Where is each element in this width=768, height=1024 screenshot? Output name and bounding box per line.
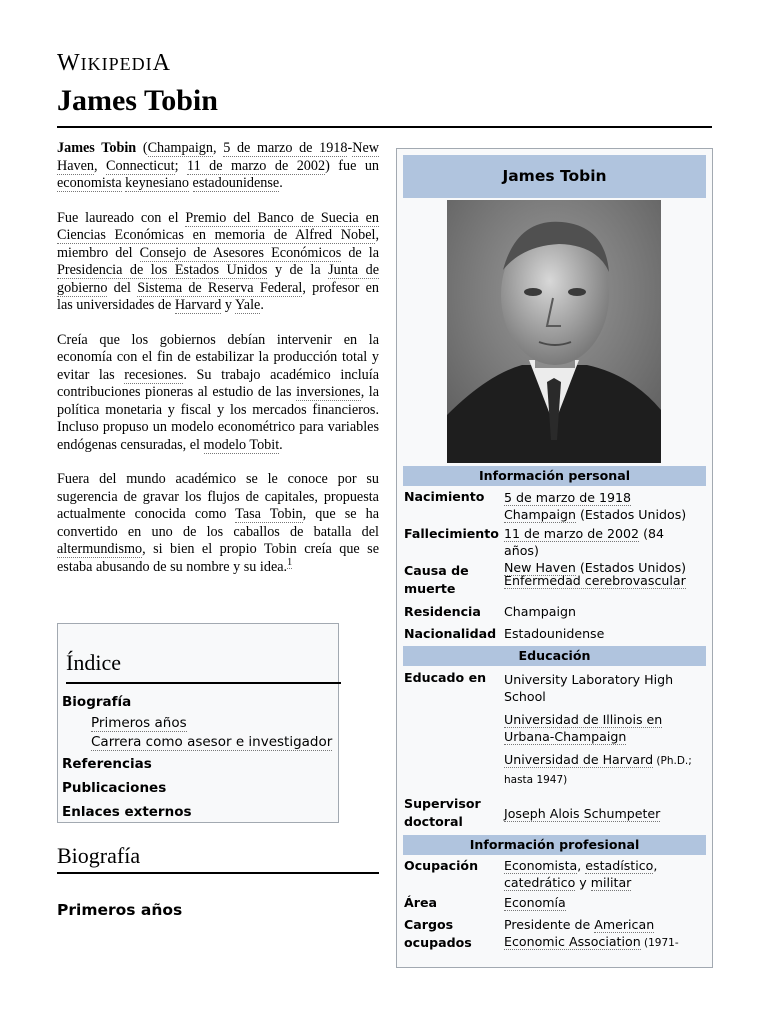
label-fallecimiento: Fallecimiento — [404, 526, 499, 541]
article-body — [57, 140, 379, 593]
section-professional-info: Información profesional — [403, 835, 706, 855]
wikipedia-logo[interactable]: WIKIPEDIA — [57, 50, 171, 76]
label-ocupacion: Ocupación — [404, 858, 479, 873]
link-reserva-federal[interactable]: Sistema de Reserva Federal — [137, 279, 303, 296]
value-supervisor — [504, 805, 702, 822]
link-consejo-asesores[interactable]: Consejo de Asesores Económicos — [139, 244, 342, 261]
link-catedratico[interactable]: catedrático — [504, 875, 576, 890]
link-birth-date[interactable]: 5 de marzo de 1918 — [223, 140, 348, 156]
section-personal-info: Información personal — [403, 466, 706, 486]
label-nacionalidad: Nacionalidad — [404, 626, 497, 641]
link-modelo-tobit[interactable]: modelo Tobit — [203, 436, 280, 453]
link-new-haven[interactable]: New Haven — [57, 140, 380, 174]
page-title: James Tobin — [57, 84, 218, 117]
toc-item-primeros-anos[interactable]: Primeros años — [91, 715, 187, 731]
value-edu-2 — [504, 711, 702, 745]
value-ocupacion: Economista, estadístico, catedrático y militar — [504, 858, 658, 890]
infobox — [396, 148, 713, 968]
toc-item-enlaces[interactable]: Enlaces externos — [62, 804, 192, 820]
value-edu-3: Universidad de Harvard (Ph.D.; hasta 1947) — [504, 752, 692, 786]
value-cargos: Presidente de American Economic Association (1971- — [504, 917, 679, 949]
label-supervisor: Supervisor doctoral — [404, 796, 481, 829]
toc-item-referencias[interactable]: Referencias — [62, 756, 152, 772]
toc-item-biografia[interactable]: Biografía — [62, 694, 132, 710]
section-divider — [57, 872, 379, 874]
link-schumpeter[interactable]: Joseph Alois Schumpeter — [504, 806, 661, 821]
subject-name: James Tobin — [57, 140, 137, 156]
label-area: Área — [404, 895, 437, 910]
label-causa-muerte: Causa de muerte — [404, 563, 469, 596]
ideas-paragraph: Creía que los gobiernos debían intervenir en la economía con el fin de estabilizar la producción total y evitar las recesiones. Su trabajo académico incluía contribuciones pioneras al estudio de las inversiones, la política monetaria y fiscal y los mercados financieros. Incluso propuso un modelo econométrico para variables endógenas censuradas, el modelo Tobit. — [57, 331, 379, 453]
link-univ-illinois[interactable]: Universidad de Illinois en Urbana-Champaign — [504, 712, 663, 744]
reference-1[interactable]: 1 — [287, 556, 293, 568]
link-tasa-tobin[interactable]: Tasa Tobin — [235, 506, 303, 522]
toc-item-publicaciones[interactable]: Publicaciones — [62, 780, 167, 796]
link-economista-infobox[interactable]: Economista — [504, 858, 578, 873]
link-univ-harvard[interactable]: Universidad de Harvard — [504, 752, 654, 767]
link-connecticut[interactable]: Connecticut — [106, 157, 175, 174]
toc-item-carrera[interactable]: Carrera como asesor e investigador — [91, 734, 333, 750]
tobin-tax-paragraph: Fuera del mundo académico se le conoce por su sugerencia de gravar los flujos de capitales, propuesta actualmente conocida como Tasa Tobin, que se ha convertido en uno de los caballos de batalla del altermundismo, si bien el propio Tobin creía que se estaba abusando de su nombre y su idea.$^1$ — [57, 471, 379, 575]
section-education: Educación — [403, 646, 706, 666]
link-estadounidense[interactable]: estadounidense — [192, 175, 280, 191]
link-aea[interactable]: American Economic Association — [504, 917, 655, 949]
value-residencia: Champaign — [504, 604, 576, 619]
subsection-heading-primeros-anos: Primeros años — [57, 901, 183, 919]
value-causa-muerte — [504, 572, 702, 589]
label-nacimiento: Nacimiento — [404, 489, 485, 504]
value-edu-1: University Laboratory High School — [504, 672, 674, 704]
section-heading-biografia: Biografía — [57, 843, 141, 868]
intro-paragraph: James Tobin (Champaign, 5 de marzo de 1918-New Haven, Connecticut; 11 de marzo de 2002) fue un economista keynesiano estadounidense. — [57, 140, 380, 191]
toc-title: Índice — [66, 650, 121, 675]
link-champaign[interactable]: Champaign — [147, 140, 213, 156]
value-nacionalidad: Estadounidense — [504, 626, 605, 641]
link-recesiones[interactable]: recesiones — [124, 366, 184, 383]
link-keynesiano[interactable]: keynesiano — [125, 175, 189, 191]
link-altermundismo[interactable]: altermundismo — [57, 541, 143, 557]
link-death-place[interactable]: New Haven — [504, 560, 576, 575]
link-nobel-prize[interactable]: Premio del Banco de Suecia en Ciencias Económicas en memoria de Alfred Nobel — [57, 209, 380, 243]
link-birth-date-infobox[interactable]: 5 de marzo de 1918 — [504, 490, 632, 505]
label-residencia: Residencia — [404, 604, 481, 619]
toc-divider — [66, 682, 341, 684]
link-death-date-infobox[interactable]: 11 de marzo de 2002 — [504, 526, 640, 541]
link-estadistico[interactable]: estadístico — [585, 858, 654, 873]
label-educado-en: Educado en — [404, 670, 487, 685]
link-harvard[interactable]: Harvard — [174, 297, 222, 313]
link-economista[interactable]: economista — [57, 175, 122, 191]
link-birth-place[interactable]: Champaign — [504, 507, 576, 522]
value-nacimiento: 5 de marzo de 1918 Champaign (Estados Unidos) — [504, 490, 687, 522]
link-junta-gobierno[interactable]: Junta de gobierno — [57, 262, 379, 296]
link-death-date[interactable]: 11 de marzo de 2002 — [187, 157, 326, 174]
link-inversiones[interactable]: inversiones — [296, 384, 361, 400]
label-cargos: Cargos ocupados — [404, 917, 472, 950]
value-fallecimiento: 11 de marzo de 2002 (84 años) New Haven (Estados Unidos) — [504, 526, 687, 575]
link-economia[interactable]: Economía — [504, 895, 566, 910]
awards-paragraph: Fue laureado con el Premio del Banco de Suecia en Ciencias Económicas en memoria de Alfred Nobel, miembro del Consejo de Asesores Económicos de la Presidencia de los Estados Unidos y de la Junta de gobierno del Sistema de Reserva Federal, profesor en las universidades de Harvard y Yale. — [57, 209, 380, 313]
portrait-photo[interactable] — [447, 200, 661, 463]
link-yale[interactable]: Yale — [234, 297, 261, 313]
infobox-title: James Tobin — [403, 155, 706, 198]
value-area — [504, 894, 702, 911]
link-causa-muerte[interactable]: Enfermedad cerebrovascular — [504, 573, 686, 588]
table-of-contents — [57, 623, 339, 823]
link-militar[interactable]: militar — [590, 875, 632, 890]
link-presidencia[interactable]: Presidencia de los Estados Unidos — [57, 262, 268, 278]
title-divider — [57, 126, 712, 128]
